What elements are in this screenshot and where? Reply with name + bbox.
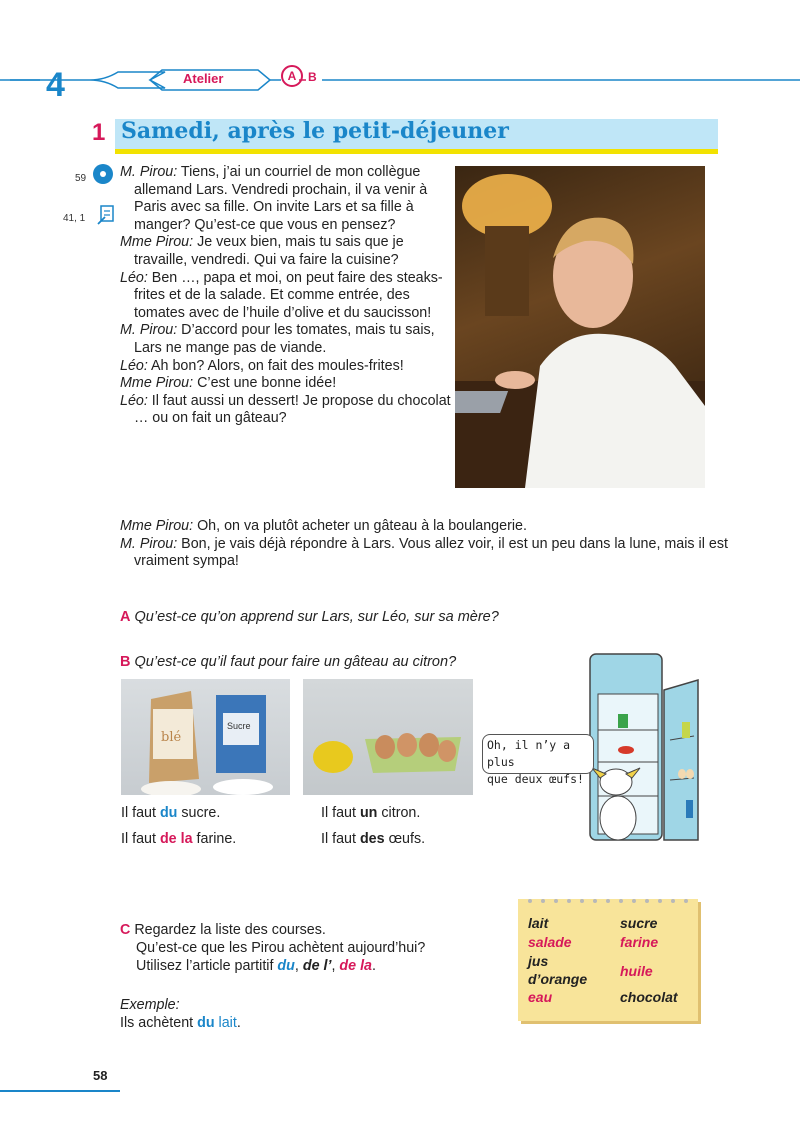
- example-article: du: [197, 1015, 215, 1031]
- example-label: Exemple:: [120, 997, 180, 1013]
- list-item: huile: [620, 963, 653, 979]
- dialogue-line: [120, 358, 455, 376]
- list-item: d’orange: [528, 971, 588, 987]
- spiral-binding: [518, 897, 698, 905]
- photo-flour-sugar: [121, 679, 290, 795]
- separator: ,: [294, 958, 303, 974]
- part-a-badge: A: [281, 65, 303, 87]
- utterance: Je veux bien, mais tu sais que je travaille, vendredi. Qui va faire la cuisine?: [134, 234, 404, 268]
- man-illustration: [455, 166, 705, 488]
- lesson-title: Samedi, après le petit-déjeuner: [121, 118, 509, 144]
- lemon-eggs-illustration: [303, 679, 473, 795]
- caption-text: citron.: [377, 805, 421, 821]
- caption-eggs: [321, 831, 425, 847]
- caption-text: Il faut: [121, 831, 160, 847]
- flour-label: blé: [161, 730, 182, 745]
- caption-article: de la: [159, 831, 193, 847]
- article-de-l: de l’: [302, 958, 332, 974]
- list-item: sucre: [620, 915, 658, 931]
- photo-man-laptop: [455, 166, 705, 488]
- list-item: lait: [528, 915, 549, 931]
- article-de-la: de la: [339, 958, 372, 974]
- question-text: Qu’est-ce qu’il faut pour faire un gâteau au citron?: [134, 654, 457, 670]
- question-text: Regardez la liste des courses.: [134, 922, 326, 938]
- speaker: Mme Pirou:: [120, 375, 194, 392]
- speech-bubble: [482, 734, 594, 786]
- list-item: salade: [528, 934, 572, 950]
- question-c: [120, 921, 425, 975]
- dialogue-line: [120, 393, 455, 428]
- list-item: chocolat: [620, 989, 678, 1005]
- utterance: Bon, je vais déjà répondre à Lars. Vous allez voir, il est un peu dans la lune, mais il est vraiment sympa!: [134, 535, 728, 570]
- utterance: Il faut aussi un dessert! Je propose du chocolat … ou on fait un gâteau?: [134, 392, 451, 427]
- caption-article: un: [359, 805, 378, 821]
- page-number: 58: [93, 1068, 108, 1083]
- exercise-ref: 41, 1: [63, 213, 86, 224]
- part-b-label: B: [308, 70, 317, 84]
- lesson-number: 1: [92, 119, 106, 146]
- caption-text: Il faut: [121, 805, 160, 821]
- flour-sugar-illustration: [121, 679, 290, 795]
- utterance: C’est une bonne idée!: [193, 375, 337, 392]
- example-text: .: [236, 1015, 241, 1031]
- dialogue-line: [120, 375, 455, 393]
- section-label: Atelier: [183, 71, 224, 86]
- list-item: farine: [620, 934, 659, 950]
- footer-rule: [0, 1090, 120, 1092]
- list-item: jus: [528, 953, 549, 969]
- separator: .: [372, 958, 376, 974]
- speaker: Léo:: [120, 269, 148, 286]
- question-text: Utilisez l’article partitif: [136, 958, 278, 974]
- question-text: Qu’est-ce qu’on apprend sur Lars, sur Léo, sur sa mère?: [134, 609, 499, 625]
- dialogue-line: [120, 164, 455, 234]
- speaker: Léo:: [120, 392, 148, 409]
- utterance: D’accord pour les tomates, mais tu sais, Lars ne mange pas de viande.: [134, 322, 435, 356]
- speaker: Mme Pirou:: [120, 518, 194, 534]
- caption-article: des: [359, 831, 385, 847]
- caption-text: œufs.: [384, 831, 426, 847]
- bubble-line: Oh, il n’y a plus: [487, 738, 571, 769]
- list-item: eau: [528, 989, 553, 1005]
- dialogue-line: [120, 322, 455, 357]
- photo-lemon-eggs: [303, 679, 473, 795]
- dialogue-line: [120, 270, 455, 323]
- speaker: M. Pirou:: [120, 535, 178, 552]
- speaker: Léo:: [120, 357, 148, 374]
- dialogue-line: [120, 536, 730, 571]
- chapter-number: 4: [46, 66, 65, 104]
- fridge-illustration: [578, 650, 718, 850]
- cd-icon[interactable]: [93, 164, 113, 184]
- track-number: 59: [75, 173, 87, 184]
- caption-text: sucre.: [177, 805, 221, 821]
- caption-article: du: [159, 805, 178, 821]
- caption-flour: [121, 831, 236, 847]
- speaker: Mme Pirou:: [120, 234, 194, 251]
- shopping-list: [518, 899, 698, 1021]
- caption-text: farine.: [192, 831, 237, 847]
- question-text: Qu’est-ce que les Pirou achètent aujourd’hui?: [136, 940, 426, 956]
- question-letter: C: [120, 922, 131, 938]
- sugar-label: Sucre: [227, 721, 251, 731]
- article-du: du: [277, 958, 295, 974]
- example: [120, 996, 241, 1032]
- question-letter: B: [120, 654, 131, 670]
- speaker: M. Pirou:: [120, 164, 178, 180]
- question-letter: A: [120, 609, 131, 625]
- utterance: Ah bon? Alors, on fait des moules-frites!: [147, 357, 404, 374]
- separator: ,: [331, 958, 340, 974]
- question-b: [120, 654, 456, 670]
- example-word: lait: [218, 1015, 237, 1031]
- caption-lemon: [321, 805, 420, 821]
- utterance: Tiens, j’ai un courriel de mon collègue allemand Lars. Vendredi prochain, il va venir à Paris avec sa fille. On invite Lars et sa fille à manger? Qu’est-ce que vous en pensez?: [134, 164, 428, 233]
- bubble-line: que deux œufs!: [487, 772, 584, 786]
- utterance: Ben …, papa et moi, on peut faire des steaks-frites et de la salade. Et comme entrée, des tomates avec de l’huile d’olive et du saucisson!: [134, 269, 443, 321]
- dialogue-continued: [120, 518, 730, 571]
- dialogue: [120, 164, 455, 428]
- workbook-icon[interactable]: [96, 204, 116, 226]
- dialogue-line: [120, 234, 455, 269]
- header-rule: [0, 56, 800, 96]
- caption-sugar: [121, 805, 220, 821]
- caption-text: Il faut: [321, 831, 360, 847]
- speaker: M. Pirou:: [120, 322, 178, 339]
- question-a: [120, 609, 499, 625]
- dialogue-line: [120, 518, 730, 536]
- utterance: Oh, on va plutôt acheter un gâteau à la boulangerie.: [193, 518, 527, 534]
- example-text: Ils achètent: [120, 1015, 198, 1031]
- caption-text: Il faut: [321, 805, 360, 821]
